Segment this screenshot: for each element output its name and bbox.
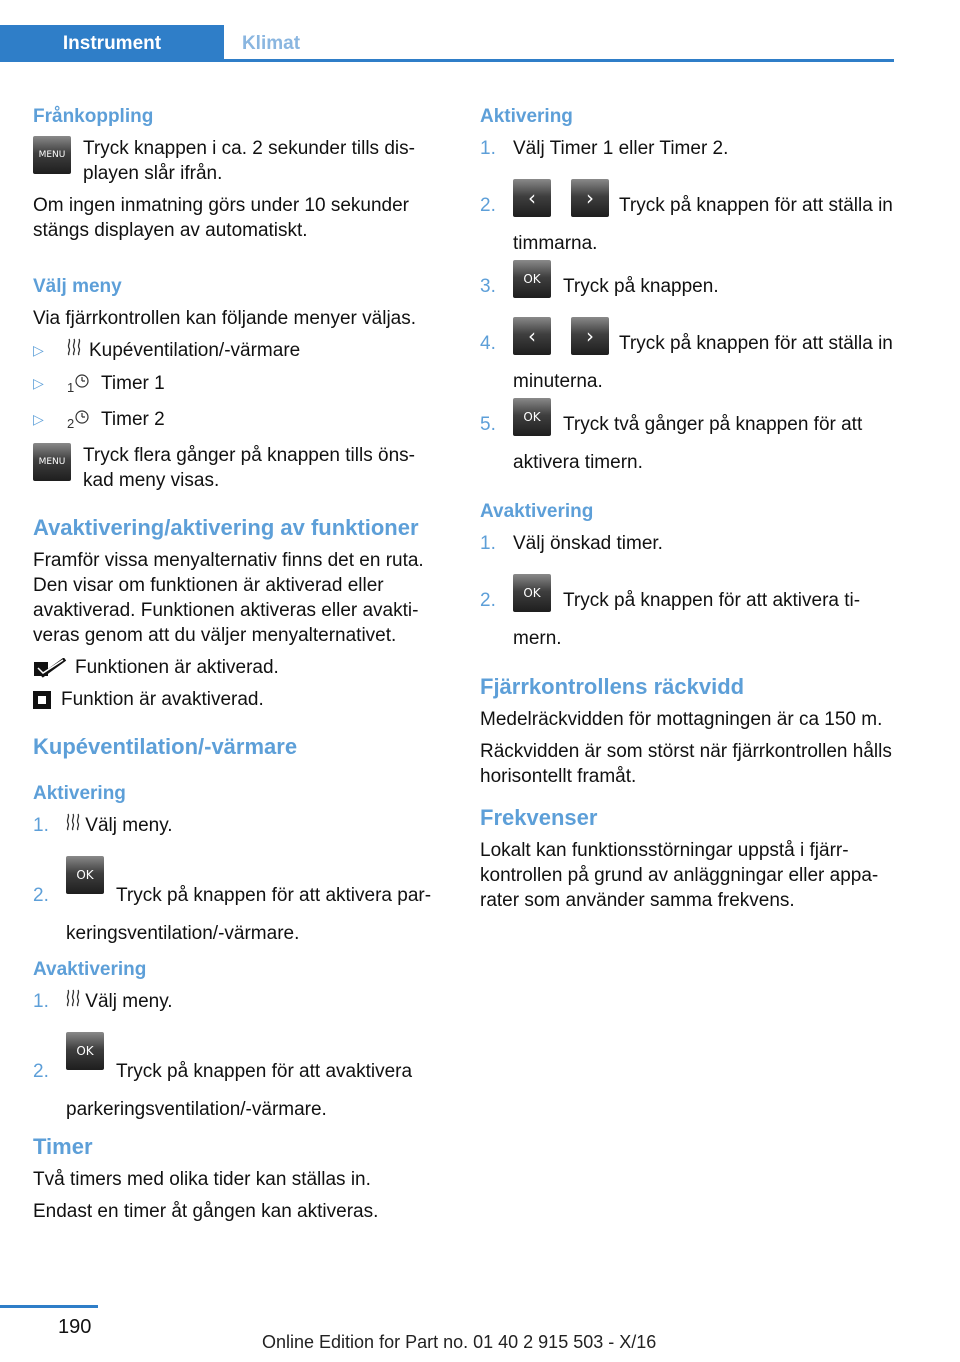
frankoppling-note: Om ingen inmatning görs under 10 sekunder stängs displayen av automatiskt. — [33, 195, 410, 241]
timer-icon — [67, 371, 101, 400]
list-item — [480, 398, 895, 473]
ok-button-icon: OK — [513, 574, 551, 612]
step-number: 3. — [480, 276, 496, 297]
section-title-rackvidd: Fjärrkontrollens räckvidd — [480, 674, 745, 699]
section-title-kupe: Kupéventilation/-värmare — [33, 734, 298, 760]
ok-button-icon: OK — [66, 856, 104, 894]
step-text: Tryck på knappen för att ställa in minuterna. — [513, 333, 893, 392]
menu-button-icon: MENU — [33, 136, 71, 174]
step-number: 2. — [480, 590, 496, 611]
frankoppling-text: Tryck knappen i ca. 2 sekunder tills dis‐ playen slår ifrån. — [83, 138, 415, 184]
step-number: 1. — [33, 815, 49, 837]
ventilation-icon — [66, 815, 80, 836]
list-item — [33, 813, 448, 838]
menu-item-label: Kupéventilation/-värmare — [89, 340, 301, 361]
list-item — [33, 989, 448, 1014]
step-text: Tryck två gånger på knappen för att aktivera timern. — [513, 414, 863, 473]
valj-meny-intro: Via fjärrkontrollen kan följande menyer väljas. — [33, 308, 417, 329]
list-item — [480, 179, 895, 254]
rackvidd-text-1: Medelräckvidden för mottagningen är ca 150 m. — [480, 709, 883, 730]
rackvidd-text-2: Räckvidden är som störst när fjärrkontrollen hålls horisontellt framåt. — [480, 741, 892, 787]
step-number: 1. — [480, 138, 496, 159]
step-text: Tryck på knappen för att ställa in timmarna. — [513, 195, 893, 254]
step-number: 2. — [33, 1061, 49, 1083]
step-text: Tryck på knappen för att avaktivera parkeringsventilation/-värmare. — [66, 1061, 413, 1121]
step-text: Välj önskad timer. — [513, 533, 663, 554]
tab-klimat[interactable]: Klimat — [241, 33, 301, 54]
step-number: 2. — [480, 195, 496, 216]
frekvenser-text: Lokalt kan funktionsstörningar uppstå i fjärr‐ kontrollen på grund av anläggningar eller appa‐ rater som använder samma frekvens. — [480, 840, 879, 911]
subsection-title-aktivering: Aktivering — [480, 106, 573, 127]
ventilation-icon — [66, 991, 80, 1012]
bullet-triangle-icon: ▷ — [33, 375, 44, 391]
subsection-title-aktivering: Aktivering — [33, 783, 126, 805]
ok-button-icon: OK — [513, 398, 551, 436]
section-title-frekvenser: Frekvenser — [480, 805, 598, 830]
step-text: Tryck på knappen. — [563, 276, 719, 297]
list-item — [480, 531, 895, 556]
timer-text-2: Endast en timer åt gången kan aktiveras. — [33, 1201, 379, 1223]
section-title-funktioner: Avaktivering/aktivering av funktioner — [33, 515, 419, 541]
step-text: Tryck på knappen för att aktivera par‐ keringsventilation/-värmare. — [66, 885, 432, 945]
checked-box-icon — [33, 658, 67, 678]
menu-button-icon: MENU — [33, 443, 71, 481]
funktioner-text: Framför vissa menyalternativ finns det en ruta. Den visar om funktionen är aktiverad eller avaktiverad. Funktionen aktiveras eller avakti‐ veras genom att du väljer menyalternativet. — [33, 550, 424, 647]
section-title-valj-meny: Välj meny — [33, 276, 122, 297]
status-active-label: Funktionen är aktiverad. — [75, 657, 279, 679]
step-number: 4. — [480, 333, 496, 354]
ok-button-icon: OK — [66, 1032, 104, 1070]
list-item — [33, 371, 448, 400]
status-active — [33, 655, 448, 680]
chapter-tabs — [0, 25, 894, 62]
arrow-right-button-icon: › — [571, 179, 609, 217]
arrow-right-button-icon: › — [571, 317, 609, 355]
step-text: Välj Timer 1 eller Timer 2. — [513, 138, 729, 159]
list-item — [33, 338, 448, 364]
left-column — [33, 104, 448, 1231]
step-number: 1. — [480, 533, 496, 554]
menu-item-label: Timer 1 — [101, 373, 165, 394]
bullet-triangle-icon: ▷ — [33, 411, 44, 428]
subsection-title-avaktivering: Avaktivering — [33, 959, 147, 981]
unchecked-box-icon — [33, 691, 51, 709]
valj-meny-text: Tryck flera gånger på knappen tills öns‐ kad meny visas. — [83, 445, 415, 492]
right-column — [480, 104, 895, 920]
arrow-left-button-icon: ‹ — [513, 179, 551, 217]
footer-edition: Online Edition for Part no. 01 40 2 915 503 - X/16 — [262, 1332, 657, 1352]
list-item — [480, 574, 895, 649]
page-number-rule — [0, 1305, 98, 1308]
header-rule — [0, 59, 894, 62]
tab-instrument[interactable]: Instrument — [0, 25, 224, 62]
list-item — [480, 136, 895, 161]
step-text: Välj meny. — [85, 991, 173, 1013]
step-number: 5. — [480, 414, 496, 435]
page-number: 190 — [58, 1316, 92, 1338]
timer-text-1: Två timers med olika tider kan ställas in. — [33, 1169, 371, 1191]
list-item — [33, 1032, 448, 1121]
step-text: Välj meny. — [85, 815, 173, 837]
status-inactive-label: Funktion är avaktiverad. — [61, 689, 264, 711]
ok-button-icon: OK — [513, 260, 551, 298]
section-title-frankoppling: Frånkoppling — [33, 106, 154, 127]
section-title-timer: Timer — [33, 1134, 93, 1160]
list-item — [480, 317, 895, 392]
timer-icon — [67, 407, 101, 436]
arrow-left-button-icon: ‹ — [513, 317, 551, 355]
list-item — [480, 260, 895, 299]
step-text: Tryck på knappen för att aktivera ti‐ mern. — [513, 590, 861, 649]
valj-meny-instruction — [33, 443, 448, 493]
subsection-title-avaktivering: Avaktivering — [480, 501, 594, 522]
timer-index: 1 — [67, 380, 75, 396]
list-item — [33, 856, 448, 945]
menu-item-label: Timer 2 — [101, 409, 165, 431]
step-number: 1. — [33, 991, 49, 1013]
list-item — [33, 407, 448, 436]
bullet-triangle-icon: ▷ — [33, 342, 44, 358]
step-number: 2. — [33, 885, 49, 907]
ventilation-icon — [67, 338, 89, 364]
timer-index: 2 — [67, 416, 75, 432]
frankoppling-instruction — [33, 136, 448, 186]
status-inactive — [33, 687, 448, 712]
